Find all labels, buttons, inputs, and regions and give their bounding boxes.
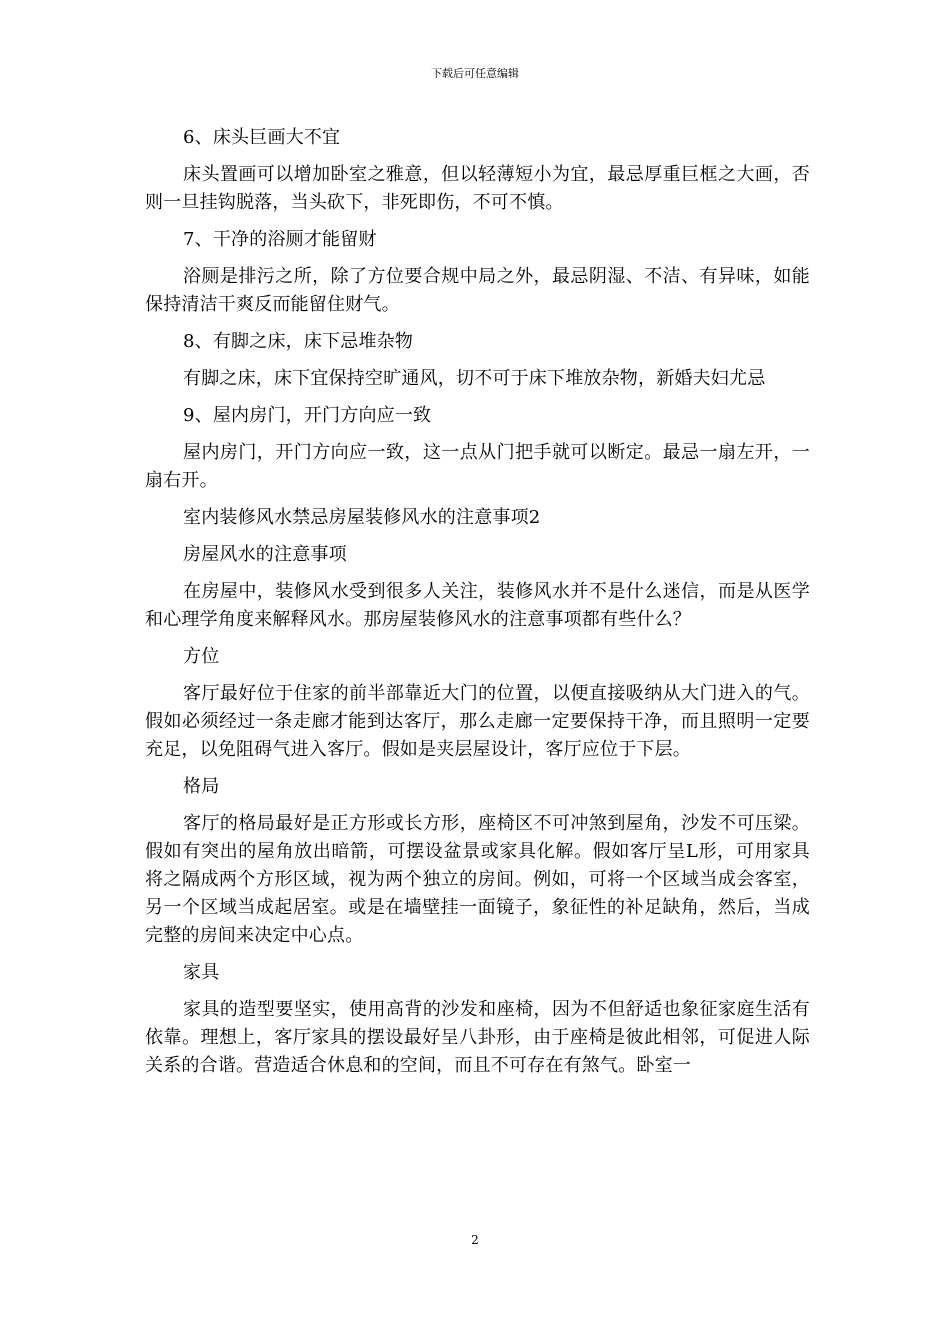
section-title: 室内装修风水禁忌房屋装修风水的注意事项2 [183,507,541,528]
body-paragraph: 家具的造型要坚实，使用高背的沙发和座椅，因为不但舒适也象征家庭生活有依靠。理想上，客厅家具的摆设最好呈八卦形，由于座椅是彼此相邻，可促进人际关系的合谐。营造适合休息和的空间，而且不可存在有煞气。卧室一 [145,999,810,1076]
heading-item-7: 7、干净的浴厕才能留财 [183,229,377,250]
body-paragraph: 浴厕是排污之所，除了方位要合规中局之外，最忌阴湿、不洁、有异味，如能保持清洁干爽反而能留住财气。 [145,266,810,315]
body-paragraph: 屋内房门，开门方向应一致，这一点从门把手就可以断定。最忌一扇左开，一扇右开。 [145,442,810,491]
page-number: 2 [471,1233,479,1247]
page-header: 下载后可任意编辑 [431,67,519,80]
heading-item-8: 8、有脚之床，床下忌堆杂物 [183,331,414,352]
subheading-furniture: 家具 [183,962,220,983]
body-paragraph: 床头置画可以增加卧室之雅意，但以轻薄短小为宜，最忌厚重巨框之大画，否则一旦挂钩脱落，当头砍下，非死即伤，不可不慎。 [145,164,810,213]
subheading-layout: 格局 [183,776,220,797]
body-paragraph: 客厅的格局最好是正方形或长方形，座椅区不可冲煞到屋角，沙发不可压梁。假如有突出的屋角放出暗箭，可摆设盆景或家具化解。假如客厅呈L形，可用家具将之隔成两个方形区域，视为两个独立的房间。例如，可将一个区域当成会客室，另一个区域当成起居室。或是在墙壁挂一面镜子，象征性的补足缺角，然后，当成完整的房间来决定中心点。 [145,813,810,946]
document-body [145,124,810,1089]
body-paragraph: 有脚之床，床下宜保持空旷通风，切不可于床下堆放杂物，新婚夫妇尤忌 [183,368,766,389]
body-paragraph: 在房屋中，装修风水受到很多人关注，装修风水并不是什么迷信，而是从医学和心理学角度来解释风水。那房屋装修风水的注意事项都有些什么？ [145,581,810,630]
body-paragraph: 客厅最好位于住家的前半部靠近大门的位置，以便直接吸纳从大门进入的气。假如必须经过一条走廊才能到达客厅，那么走廊一定要保持干净，而且照明一定要充足，以免阻碍气进入客厅。假如是夹层屋设计，客厅应位于下层。 [145,683,810,760]
heading-item-6: 6、床头巨画大不宜 [183,127,341,148]
section-subtitle: 房屋风水的注意事项 [183,544,347,565]
heading-item-9: 9、屋内房门，开门方向应一致 [183,405,432,426]
subheading-orientation: 方位 [183,646,220,667]
